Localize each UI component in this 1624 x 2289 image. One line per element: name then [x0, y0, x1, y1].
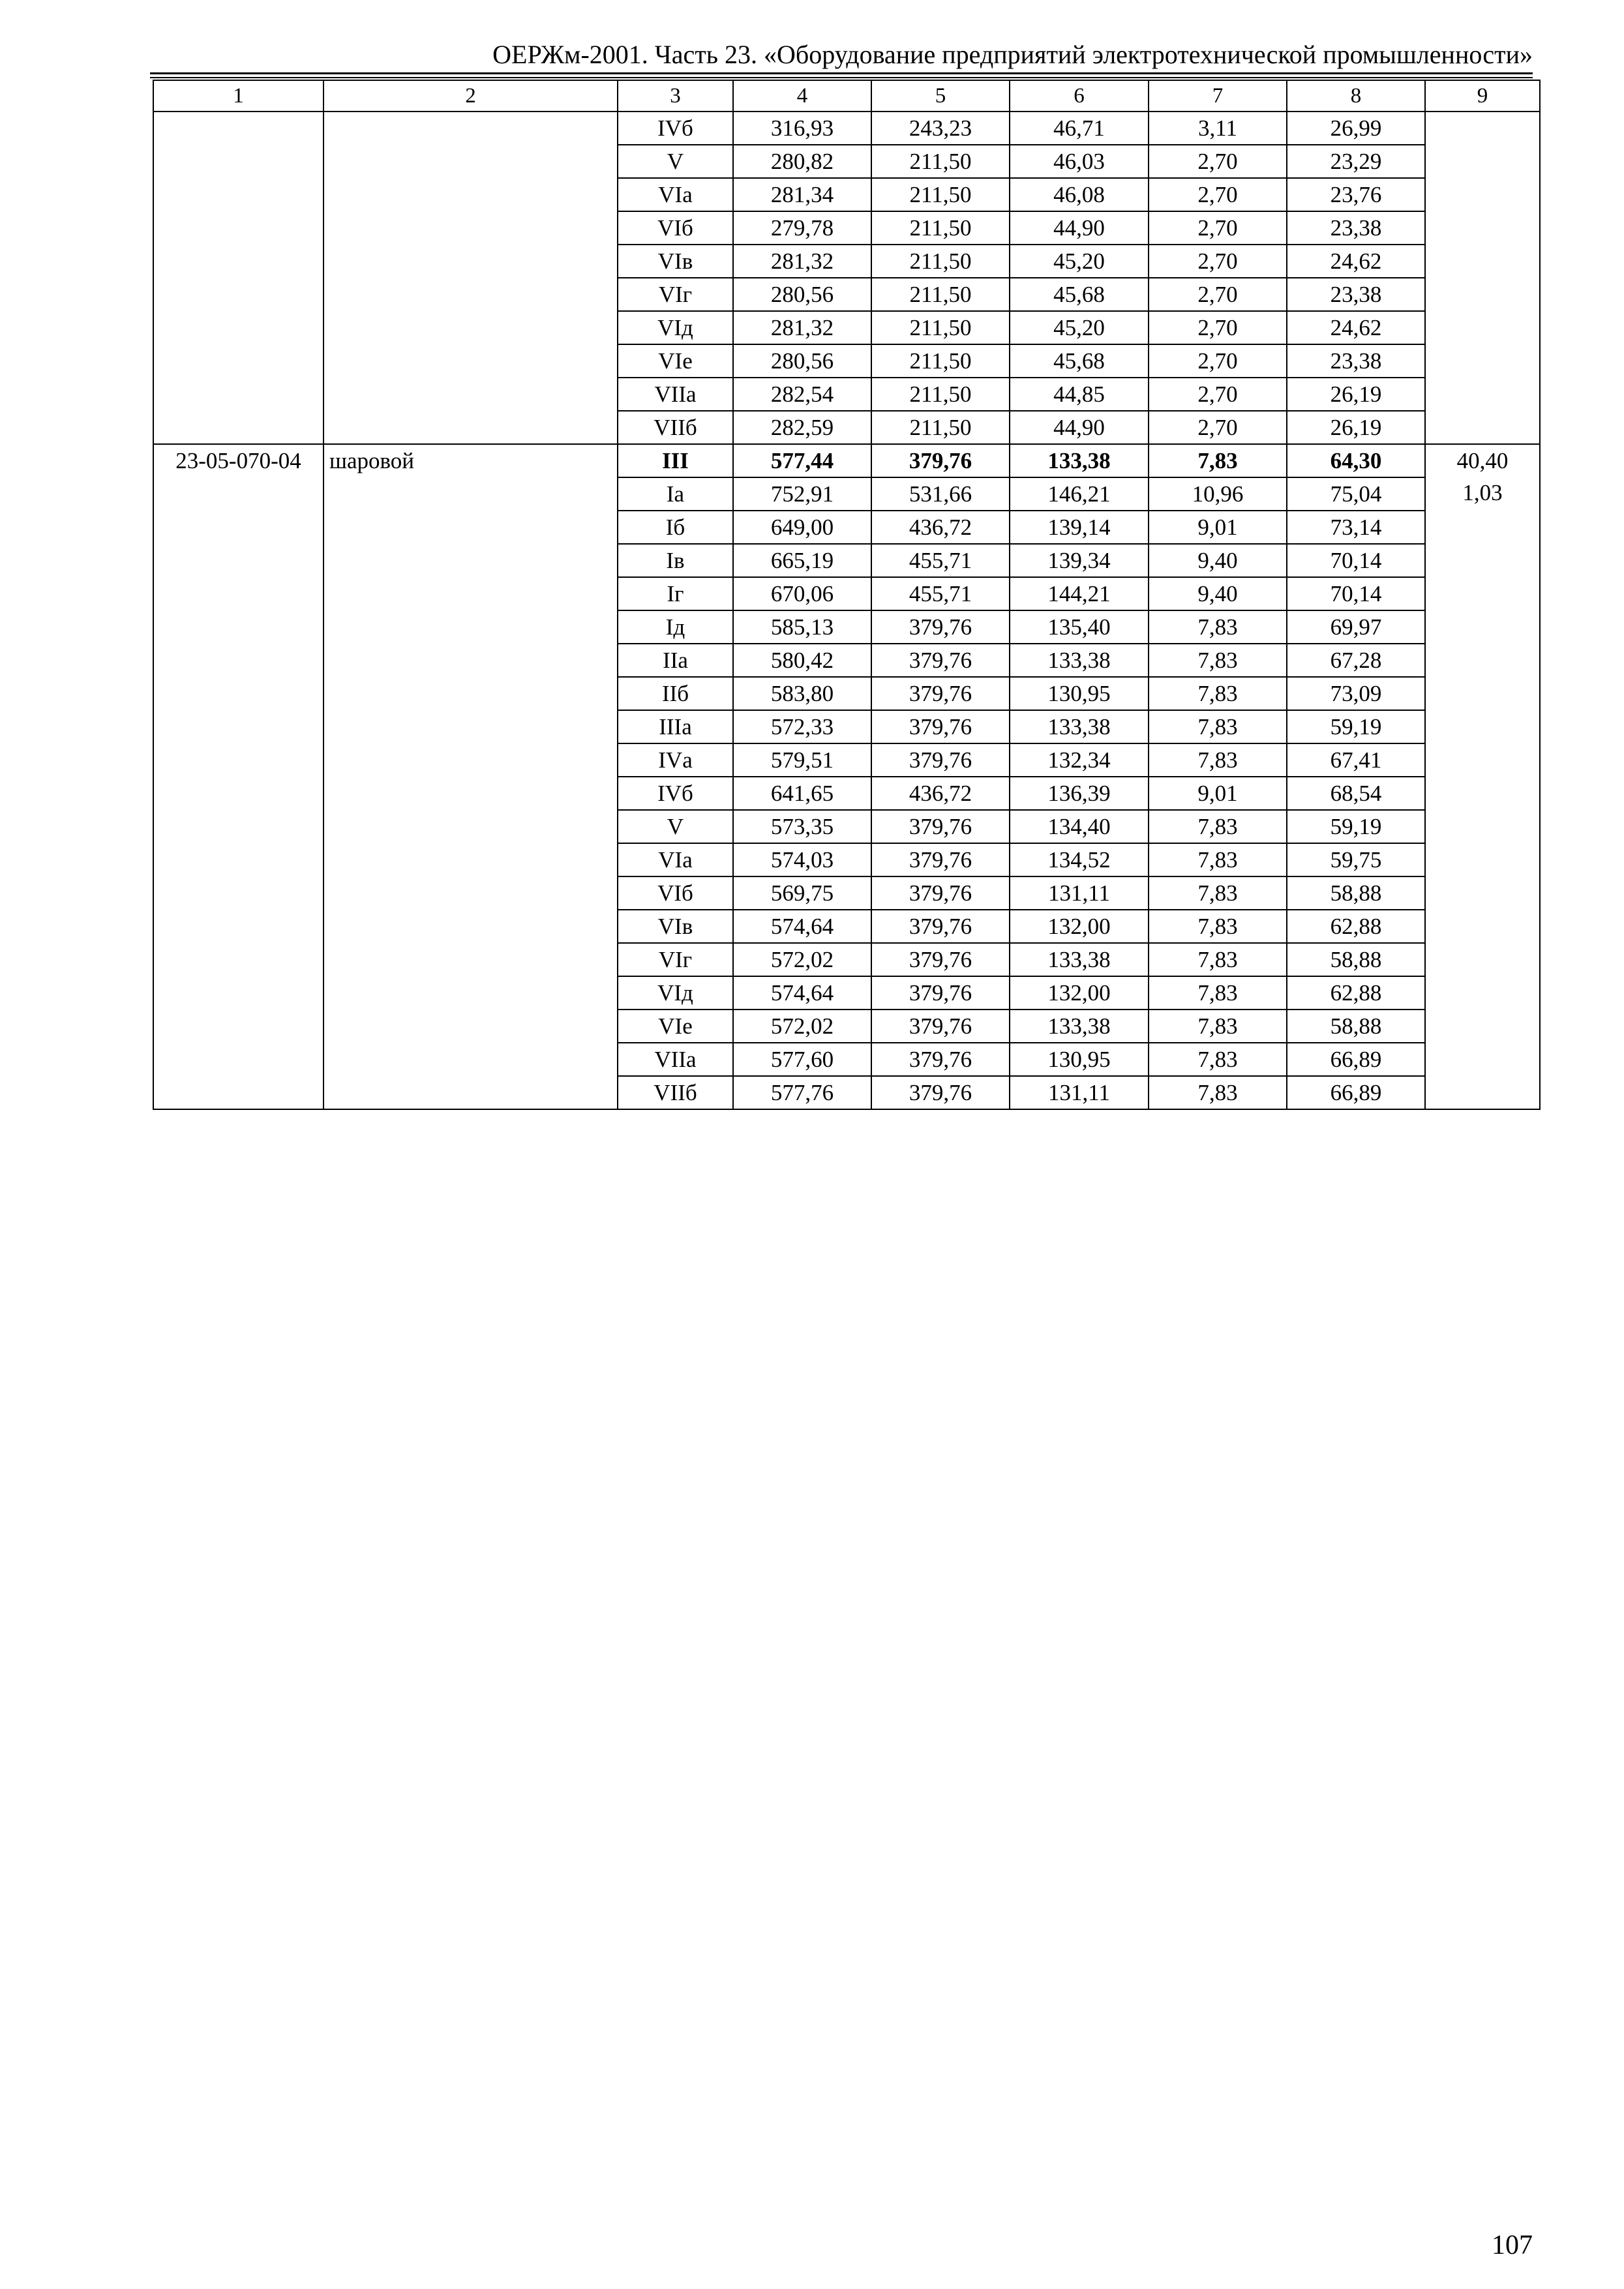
- price-value: 131,11: [1010, 876, 1149, 910]
- price-value: 282,59: [733, 411, 871, 444]
- price-value: 139,34: [1010, 544, 1149, 577]
- header-rule: [150, 72, 1533, 74]
- price-value: 9,01: [1149, 511, 1287, 544]
- price-value: 133,38: [1010, 710, 1149, 743]
- price-value: 572,02: [733, 1010, 871, 1043]
- price-value: 130,95: [1010, 1043, 1149, 1076]
- price-value: 44,85: [1010, 378, 1149, 411]
- price-value: 665,19: [733, 544, 871, 577]
- price-value: 455,71: [871, 544, 1010, 577]
- price-value: 26,19: [1287, 411, 1425, 444]
- column-number: 9: [1425, 80, 1540, 112]
- price-value: 2,70: [1149, 311, 1287, 344]
- region-zone: VIб: [618, 211, 733, 245]
- price-value: 281,32: [733, 245, 871, 278]
- price-value: 7,83: [1149, 810, 1287, 843]
- price-value: 211,50: [871, 378, 1010, 411]
- region-zone: VIе: [618, 344, 733, 378]
- price-value: 46,03: [1010, 145, 1149, 178]
- price-value: 670,06: [733, 577, 871, 610]
- column-number: 7: [1149, 80, 1287, 112]
- price-value: 379,76: [871, 1010, 1010, 1043]
- page-header: ОЕРЖм-2001. Часть 23. «Оборудование предприятий электротехнической промышленности»: [492, 40, 1533, 69]
- price-value: 379,76: [871, 444, 1010, 477]
- price-value: 67,41: [1287, 743, 1425, 777]
- price-value: 211,50: [871, 411, 1010, 444]
- price-value: 379,76: [871, 610, 1010, 644]
- price-value: 577,76: [733, 1076, 871, 1109]
- region-zone: VIв: [618, 910, 733, 943]
- page-number: 107: [1492, 2230, 1533, 2260]
- price-value: 280,56: [733, 344, 871, 378]
- price-value: 9,40: [1149, 544, 1287, 577]
- region-zone: Iг: [618, 577, 733, 610]
- price-value: 73,14: [1287, 511, 1425, 544]
- region-zone: VIг: [618, 278, 733, 311]
- column-number: 2: [323, 80, 618, 112]
- price-value: 130,95: [1010, 677, 1149, 710]
- price-value: 379,76: [871, 910, 1010, 943]
- region-zone: IVа: [618, 743, 733, 777]
- price-value: 211,50: [871, 178, 1010, 211]
- price-value: 10,96: [1149, 477, 1287, 511]
- price-value: 44,90: [1010, 211, 1149, 245]
- item-code: 23-05-070-04: [153, 444, 323, 1109]
- price-value: 70,14: [1287, 544, 1425, 577]
- price-value: 579,51: [733, 743, 871, 777]
- price-value: 133,38: [1010, 444, 1149, 477]
- price-value: 580,42: [733, 644, 871, 677]
- column-numbers-row: [153, 80, 1540, 112]
- price-value: 2,70: [1149, 278, 1287, 311]
- table-row: [153, 112, 1540, 145]
- table-body: [153, 80, 1540, 1109]
- region-zone: VIIб: [618, 1076, 733, 1109]
- price-value: 282,54: [733, 378, 871, 411]
- price-value: 281,34: [733, 178, 871, 211]
- price-value: 66,89: [1287, 1043, 1425, 1076]
- price-value: 379,76: [871, 644, 1010, 677]
- price-value: 133,38: [1010, 1010, 1149, 1043]
- price-value: 7,83: [1149, 610, 1287, 644]
- price-value: 23,38: [1287, 344, 1425, 378]
- price-value: 7,83: [1149, 1010, 1287, 1043]
- region-zone: VIе: [618, 1010, 733, 1043]
- price-value: 7,83: [1149, 1076, 1287, 1109]
- item-code: [153, 112, 323, 444]
- price-value: 573,35: [733, 810, 871, 843]
- table-row: [153, 444, 1540, 477]
- price-value: 2,70: [1149, 411, 1287, 444]
- price-value: 139,14: [1010, 511, 1149, 544]
- item-name: [323, 112, 618, 444]
- price-value: 379,76: [871, 976, 1010, 1010]
- price-value: 132,34: [1010, 743, 1149, 777]
- price-value: 133,38: [1010, 644, 1149, 677]
- region-zone: VIа: [618, 178, 733, 211]
- price-value: 134,52: [1010, 843, 1149, 876]
- region-zone: Iв: [618, 544, 733, 577]
- price-value: 379,76: [871, 876, 1010, 910]
- column-number: 1: [153, 80, 323, 112]
- price-value: 44,90: [1010, 411, 1149, 444]
- price-value: 379,76: [871, 1043, 1010, 1076]
- price-value: 46,08: [1010, 178, 1149, 211]
- region-zone: V: [618, 810, 733, 843]
- price-value: 45,20: [1010, 311, 1149, 344]
- column-number: 3: [618, 80, 733, 112]
- price-value: 641,65: [733, 777, 871, 810]
- price-value: 574,64: [733, 910, 871, 943]
- price-value: 7,83: [1149, 444, 1287, 477]
- region-zone: VIб: [618, 876, 733, 910]
- price-value: 2,70: [1149, 245, 1287, 278]
- price-value: 649,00: [733, 511, 871, 544]
- region-zone: V: [618, 145, 733, 178]
- region-zone: VIг: [618, 943, 733, 976]
- price-value: 569,75: [733, 876, 871, 910]
- price-value: 2,70: [1149, 378, 1287, 411]
- price-value: 211,50: [871, 278, 1010, 311]
- price-value: 59,75: [1287, 843, 1425, 876]
- price-value: 7,83: [1149, 710, 1287, 743]
- region-zone: Iд: [618, 610, 733, 644]
- price-value: 379,76: [871, 743, 1010, 777]
- region-zone: VIIа: [618, 378, 733, 411]
- price-value: 455,71: [871, 577, 1010, 610]
- region-zone: VIв: [618, 245, 733, 278]
- price-value: 379,76: [871, 843, 1010, 876]
- region-zone: VIIа: [618, 1043, 733, 1076]
- price-value: 7,83: [1149, 943, 1287, 976]
- price-value: 58,88: [1287, 943, 1425, 976]
- price-value: 23,29: [1287, 145, 1425, 178]
- region-zone: IIа: [618, 644, 733, 677]
- price-value: 577,60: [733, 1043, 871, 1076]
- price-table: [153, 80, 1541, 1110]
- price-value: 379,76: [871, 710, 1010, 743]
- price-value: 280,82: [733, 145, 871, 178]
- price-value: 583,80: [733, 677, 871, 710]
- price-value: 26,19: [1287, 378, 1425, 411]
- price-value: 752,91: [733, 477, 871, 511]
- price-value: 144,21: [1010, 577, 1149, 610]
- price-value: 69,97: [1287, 610, 1425, 644]
- price-value: 280,56: [733, 278, 871, 311]
- price-value: 572,33: [733, 710, 871, 743]
- price-value: 7,83: [1149, 843, 1287, 876]
- price-value: 2,70: [1149, 145, 1287, 178]
- price-value: 59,19: [1287, 710, 1425, 743]
- price-value: 436,72: [871, 511, 1010, 544]
- price-value: 379,76: [871, 677, 1010, 710]
- price-value: 379,76: [871, 1076, 1010, 1109]
- extra-value: 40,40 1,03: [1425, 444, 1540, 1109]
- price-value: 132,00: [1010, 976, 1149, 1010]
- price-value: 45,68: [1010, 344, 1149, 378]
- price-value: 7,83: [1149, 1043, 1287, 1076]
- price-value: 146,21: [1010, 477, 1149, 511]
- price-value: 2,70: [1149, 344, 1287, 378]
- price-value: 7,83: [1149, 876, 1287, 910]
- extra-value: [1425, 112, 1540, 444]
- price-value: 211,50: [871, 344, 1010, 378]
- price-value: 9,01: [1149, 777, 1287, 810]
- price-value: 23,38: [1287, 211, 1425, 245]
- price-value: 24,62: [1287, 245, 1425, 278]
- price-value: 136,39: [1010, 777, 1149, 810]
- price-value: 279,78: [733, 211, 871, 245]
- price-value: 3,11: [1149, 112, 1287, 145]
- region-zone: Iб: [618, 511, 733, 544]
- region-zone: IVб: [618, 112, 733, 145]
- price-value: 64,30: [1287, 444, 1425, 477]
- price-value: 531,66: [871, 477, 1010, 511]
- price-value: 7,83: [1149, 644, 1287, 677]
- price-value: 7,83: [1149, 910, 1287, 943]
- price-value: 131,11: [1010, 1076, 1149, 1109]
- header-rule-thin: [150, 77, 1533, 78]
- region-zone: IIб: [618, 677, 733, 710]
- price-value: 134,40: [1010, 810, 1149, 843]
- price-value: 211,50: [871, 245, 1010, 278]
- price-value: 211,50: [871, 145, 1010, 178]
- price-value: 574,64: [733, 976, 871, 1010]
- price-value: 62,88: [1287, 910, 1425, 943]
- price-value: 68,54: [1287, 777, 1425, 810]
- price-value: 9,40: [1149, 577, 1287, 610]
- region-zone: III: [618, 444, 733, 477]
- price-value: 243,23: [871, 112, 1010, 145]
- region-zone: VIIб: [618, 411, 733, 444]
- price-value: 436,72: [871, 777, 1010, 810]
- price-value: 132,00: [1010, 910, 1149, 943]
- price-value: 585,13: [733, 610, 871, 644]
- price-value: 572,02: [733, 943, 871, 976]
- region-zone: VIд: [618, 311, 733, 344]
- item-name: шаровой: [323, 444, 618, 1109]
- price-value: 135,40: [1010, 610, 1149, 644]
- column-number: 6: [1010, 80, 1149, 112]
- price-value: 379,76: [871, 943, 1010, 976]
- price-value: 23,38: [1287, 278, 1425, 311]
- price-value: 133,38: [1010, 943, 1149, 976]
- price-value: 24,62: [1287, 311, 1425, 344]
- region-zone: VIд: [618, 976, 733, 1010]
- price-value: 2,70: [1149, 178, 1287, 211]
- price-value: 211,50: [871, 211, 1010, 245]
- column-number: 8: [1287, 80, 1425, 112]
- price-value: 281,32: [733, 311, 871, 344]
- price-value: 379,76: [871, 810, 1010, 843]
- price-value: 577,44: [733, 444, 871, 477]
- price-value: 59,19: [1287, 810, 1425, 843]
- price-value: 67,28: [1287, 644, 1425, 677]
- price-value: 211,50: [871, 311, 1010, 344]
- region-zone: VIа: [618, 843, 733, 876]
- region-zone: IVб: [618, 777, 733, 810]
- price-value: 7,83: [1149, 743, 1287, 777]
- price-value: 45,20: [1010, 245, 1149, 278]
- price-value: 2,70: [1149, 211, 1287, 245]
- column-number: 5: [871, 80, 1010, 112]
- price-value: 574,03: [733, 843, 871, 876]
- price-value: 23,76: [1287, 178, 1425, 211]
- price-value: 73,09: [1287, 677, 1425, 710]
- region-zone: IIIа: [618, 710, 733, 743]
- price-value: 66,89: [1287, 1076, 1425, 1109]
- price-value: 62,88: [1287, 976, 1425, 1010]
- price-value: 316,93: [733, 112, 871, 145]
- price-value: 45,68: [1010, 278, 1149, 311]
- price-value: 46,71: [1010, 112, 1149, 145]
- price-value: 7,83: [1149, 677, 1287, 710]
- price-value: 75,04: [1287, 477, 1425, 511]
- price-value: 7,83: [1149, 976, 1287, 1010]
- price-value: 26,99: [1287, 112, 1425, 145]
- column-number: 4: [733, 80, 871, 112]
- price-value: 58,88: [1287, 876, 1425, 910]
- region-zone: Iа: [618, 477, 733, 511]
- price-value: 70,14: [1287, 577, 1425, 610]
- price-value: 58,88: [1287, 1010, 1425, 1043]
